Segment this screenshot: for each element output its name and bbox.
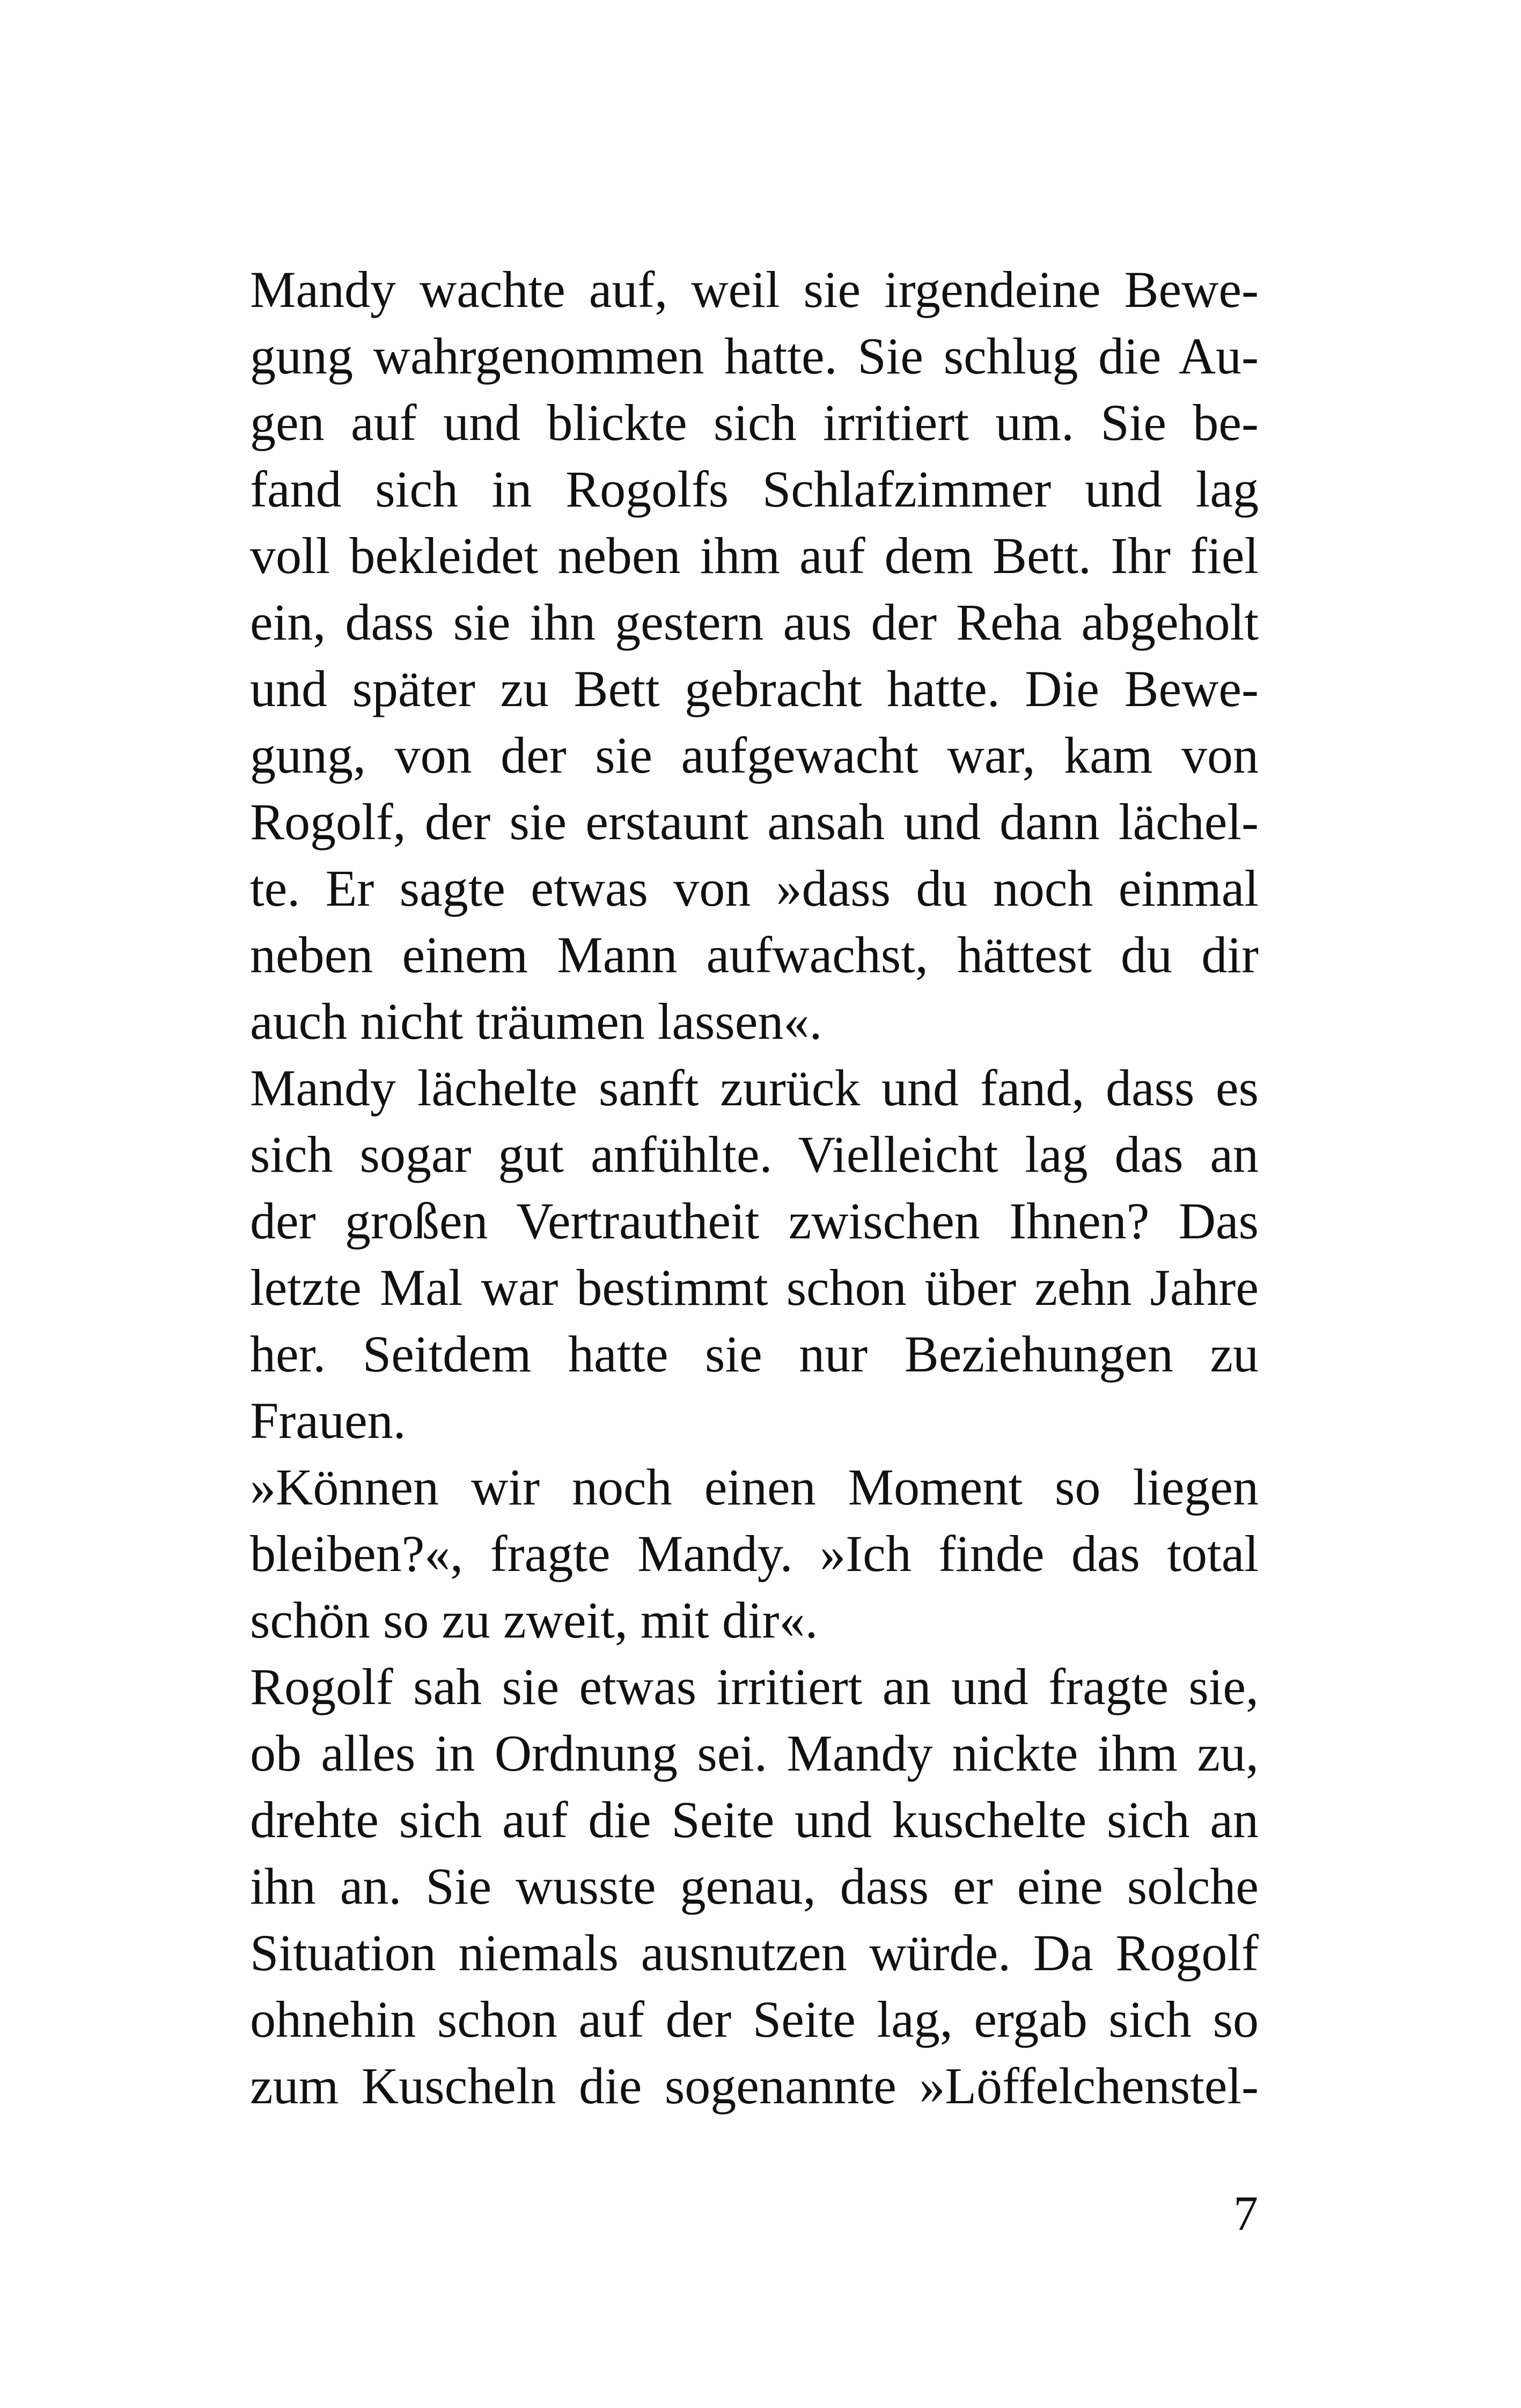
text-line: ohnehin schon auf der Seite lag, ergab sich so [250,1991,1259,2048]
text-line: der großen Vertrautheit zwischen Ihnen? Das [250,1192,1259,1250]
text-line: »Können wir noch einen Moment so liegen [250,1458,1259,1516]
page-number: 7 [1233,2186,1258,2241]
text-line: Rogolf sah sie etwas irritiert an und fragte sie, [250,1658,1259,1715]
text-line: voll bekleidet neben ihm auf dem Bett. Ihr fiel [250,527,1259,584]
text-line: zum Kuscheln die sogenannte »Löffelchenstel- [250,2057,1259,2115]
body-text [250,256,1259,2119]
text-line: sich sogar gut anfühlte. Vielleicht lag das an [250,1126,1259,1183]
text-line: neben einem Mann aufwachst, hättest du dir [250,926,1259,983]
text-line: Situation niemals ausnutzen würde. Da Rogolf [250,1924,1259,1981]
text-line: gung, von der sie aufgewacht war, kam von [250,726,1259,784]
text-line: und später zu Bett gebracht hatte. Die Bewe- [250,660,1259,717]
text-line: Rogolf, der sie erstaunt ansah und dann lächel- [250,793,1259,850]
text-line: letzte Mal war bestimmt schon über zehn Jahre [250,1259,1259,1316]
text-line: her. Seitdem hatte sie nur Beziehungen zu [250,1325,1259,1383]
text-line: ein, dass sie ihn gestern aus der Reha abgeholt [250,593,1259,651]
text-line: Frauen. [250,1392,406,1449]
text-line: gung wahrgenommen hatte. Sie schlug die Au- [250,327,1259,385]
text-line: Mandy lächelte sanft zurück und fand, dass es [250,1059,1259,1117]
text-line: schön so zu zweit, mit dir«. [250,1591,818,1649]
text-line: bleiben?«, fragte Mandy. »Ich finde das total [250,1525,1259,1582]
text-line: Mandy wachte auf, weil sie irgendeine Bewe- [250,261,1259,318]
text-line: ob alles in Ordnung sei. Mandy nickte ihm zu, [250,1724,1259,1782]
text-line: te. Er sagte etwas von »dass du noch einmal [250,860,1259,917]
text-line: ihn an. Sie wusste genau, dass er eine solche [250,1858,1259,1915]
text-line: fand sich in Rogolfs Schlafzimmer und lag [250,460,1259,518]
text-line: gen auf und blickte sich irritiert um. Sie be- [250,394,1259,451]
text-line: drehte sich auf die Seite und kuschelte sich an [250,1791,1259,1848]
text-line: auch nicht träumen lassen«. [250,993,822,1050]
